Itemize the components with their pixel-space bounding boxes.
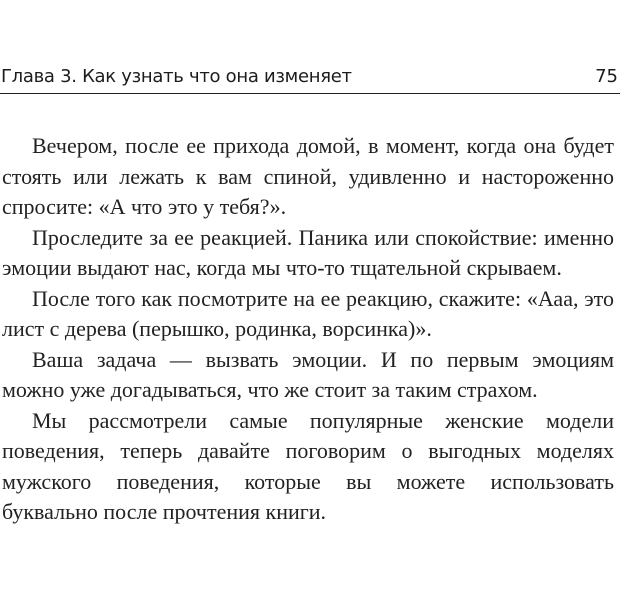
chapter-title: Глава 3. Как узнать что она изменяет [1,66,352,87]
paragraph: Проследите за ее реакцией. Паника или спокойствие: именно эмоции выдают нас, когда мы что-то тщательной скрываем. [2,224,614,280]
paragraph: После того как посмотрите на ее реакцию, скажите: «Ааа, это лист с дерева (перышко, родинка, ворсинка)». [2,285,614,341]
paragraph: Вечером, после ее прихода домой, в момент, когда она будет стоять или лежать к вам спиной, удивленно и настороженно спросите: «А что это у тебя?». [2,133,614,219]
page-number: 75 [595,66,618,87]
running-header [0,64,620,94]
page-body [2,131,614,528]
paragraph: Ваша задача — вызвать эмоции. И по первым эмоциям можно уже догадываться, что же стоит за таким страхом. [2,346,614,402]
paragraph: Мы рассмотрели самые популярные женские модели поведения, теперь давайте поговорим о выгодных моделях мужского поведения, которые вы можете использовать буквально после прочтения книги. [2,407,614,524]
